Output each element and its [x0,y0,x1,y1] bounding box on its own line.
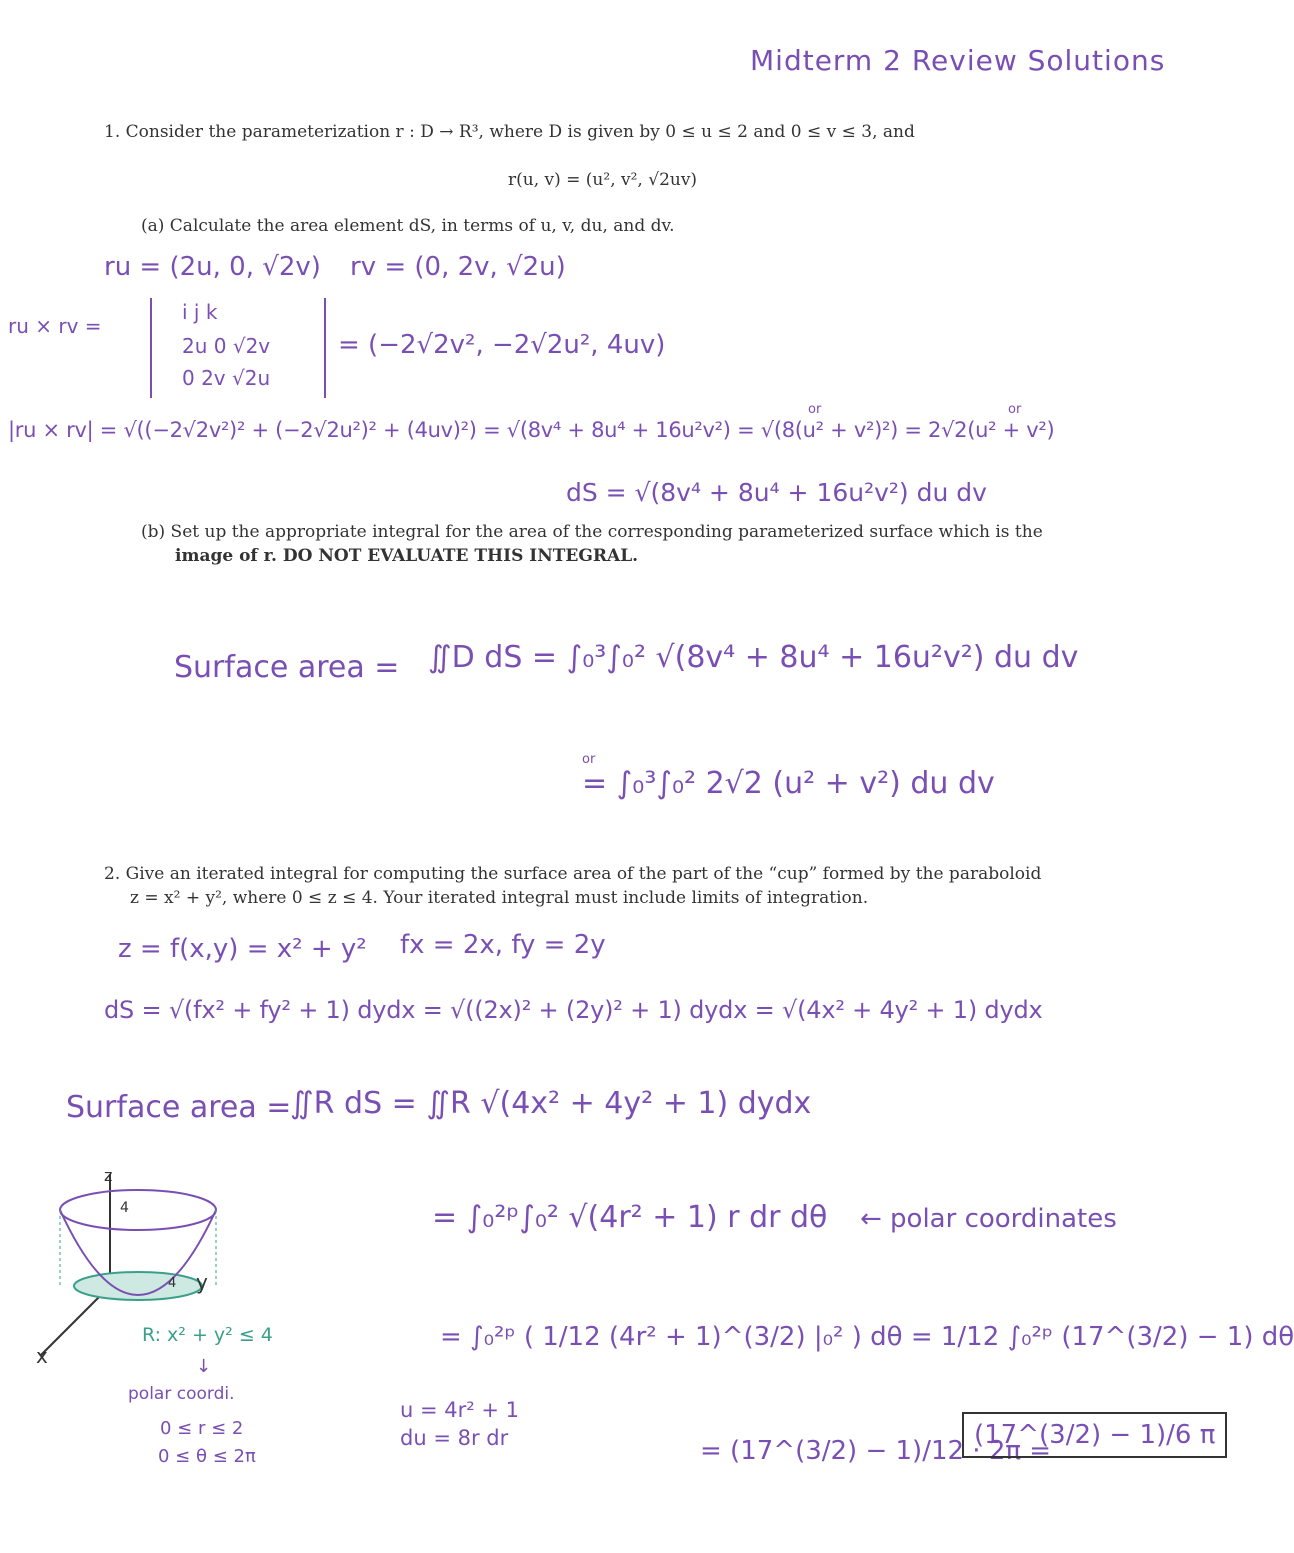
matrix-row-1: i j k [182,300,218,324]
surface-area-integral: ∬D dS = ∫₀³∫₀² √(8v⁴ + 8u⁴ + 16u²v²) du dv [428,640,1079,675]
matrix-row-3: 0 2v √2u [182,366,271,390]
problem2-ds: dS = √(fx² + fy² + 1) dydx = √((2x)² + (2y)² + 1) dydx = √(4x² + 4y² + 1) dydx [104,996,1043,1024]
surface-area-label-2: Surface area = [66,1090,292,1125]
rv-vector: rv = (0, 2v, √2u) [350,252,566,282]
page-title: Midterm 2 Review Solutions [750,44,1166,77]
arrow-down: ↓ [196,1356,212,1377]
or-label: or [808,402,822,417]
x-axis-label: x [36,1344,48,1368]
r-range: 0 ≤ r ≤ 2 [160,1418,244,1439]
evaluation-step-1: = ∫₀²ᵖ ( 1/12 (4r² + 1)^(3/2) |₀² ) dθ = 1/12 ∫₀²ᵖ (17^(3/2) − 1) dθ [440,1322,1294,1352]
polar-coordinates-note: ← polar coordinates [860,1204,1117,1234]
surface-area-integral-2: ∬R dS = ∬R √(4x² + 4y² + 1) dydx [290,1086,812,1121]
determinant-matrix [150,298,326,398]
paraboloid-sketch [20,1160,280,1380]
substitution-u: u = 4r² + 1 [400,1398,519,1422]
y-axis-label: y [196,1270,208,1294]
matrix-row-2: 2u 0 √2v [182,334,271,358]
cross-product-lhs: ru × rv = [8,314,102,338]
cross-product-result: = (−2√2v², −2√2u², 4uv) [338,330,666,360]
problem1-r-def: r(u, v) = (u², v², √2uv) [508,170,698,190]
region-definition: R: x² + y² ≤ 4 [142,1324,273,1346]
radius-label: 4 [168,1276,177,1291]
area-element-ds: dS = √(8v⁴ + 8u⁴ + 16u²v²) du dv [566,478,987,507]
surface-area-label: Surface area = [174,650,400,685]
part-a-prompt: (a) Calculate the area element dS, in terms of u, v, du, and dv. [141,216,675,236]
part-b-prompt: (b) Set up the appropriate integral for the area of the corresponding parameterized surface which is the [141,522,1043,542]
problem1-statement: 1. Consider the parameterization r : D → R³, where D is given by 0 ≤ u ≤ 2 and 0 ≤ v ≤ 3, and [104,122,915,142]
theta-range: 0 ≤ θ ≤ 2π [158,1446,256,1467]
final-answer: (17^(3/2) − 1)/6 π [962,1412,1227,1458]
or-label: or [582,752,596,767]
height-label: 4 [120,1200,129,1216]
evaluation-step-2: = (17^(3/2) − 1)/12 · 2π = [700,1436,1052,1466]
part-b-prompt-2: image of r. DO NOT EVALUATE THIS INTEGRAL. [175,546,639,566]
problem2-statement-2: z = x² + y², where 0 ≤ z ≤ 4. Your iterated integral must include limits of integration. [130,888,869,908]
polar-label: polar coordi. [128,1384,235,1404]
cross-product-norm: |ru × rv| = √((−2√2v²)² + (−2√2u²)² + (4uv)²) = √(8v⁴ + 8u⁴ + 16u²v²) = √(8(u² + v²)²) = 2√2(u² + v²) [8,418,1055,442]
or-label: or [1008,402,1022,417]
z-axis-label: z [104,1166,113,1185]
surface-area-integral-alt: = ∫₀³∫₀² 2√2 (u² + v²) du dv [582,766,995,801]
substitution-du: du = 8r dr [400,1426,509,1450]
polar-integral: = ∫₀²ᵖ∫₀² √(4r² + 1) r dr dθ [432,1200,828,1235]
problem2-statement: 2. Give an iterated integral for computing the surface area of the part of the “cup” formed by the paraboloid [104,864,1042,884]
ru-vector: ru = (2u, 0, √2v) [104,252,321,282]
partial-derivatives: fx = 2x, fy = 2y [400,930,606,960]
function-definition: z = f(x,y) = x² + y² [118,934,367,964]
